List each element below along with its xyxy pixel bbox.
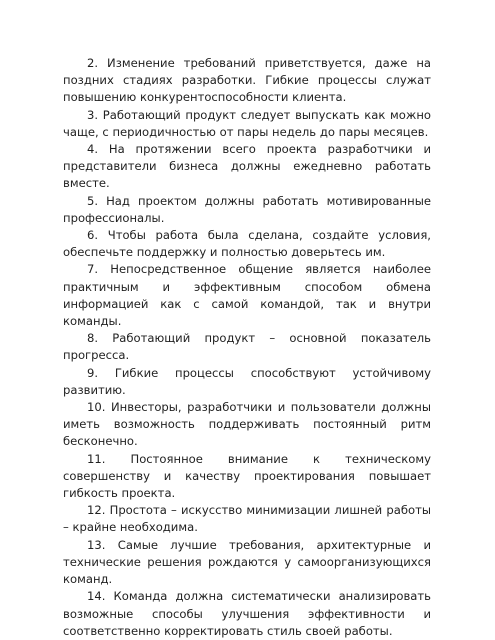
paragraph-principle-4: 4. На протяжении всего проекта разработчики и представители бизнеса должны ежедневно работать вместе.: [63, 142, 431, 191]
paragraph-principle-3: 3. Работающий продукт следует выпускать как можно чаще, с периодичностью от пары недель до пары месяцев.: [63, 107, 431, 139]
paragraph-principle-14: 14. Команда должна систематически анализировать возможные способы улучшения эффективности и соответственно корректировать стиль своей работы.: [63, 589, 431, 638]
paragraph-principle-7: 7. Непосредственное общение является наиболее практичным и эффективным способом обмена информацией как с самой командой, так и внутри команды.: [63, 262, 431, 329]
paragraph-principle-6: 6. Чтобы работа была сделана, создайте условия, обеспечьте поддержку и полностью доверьтесь им.: [63, 228, 431, 260]
paragraph-principle-2: 2. Изменение требований приветствуется, даже на поздних стадиях разработки. Гибкие процессы служат повышению конкурентоспособности клиента.: [63, 56, 431, 105]
paragraph-principle-8: 8. Работающий продукт – основной показатель прогресса.: [63, 331, 431, 363]
paragraph-principle-12: 12. Простота – искусство минимизации лишней работы – крайне необходима.: [63, 503, 431, 535]
paragraph-principle-13: 13. Самые лучшие требования, архитектурные и технические решения рождаются у самоорганизующихся команд.: [63, 537, 431, 587]
paragraph-principle-11: 11. Постоянное внимание к техническому совершенству и качеству проектирования повышает гибкость проекта.: [63, 451, 431, 501]
paragraph-principle-10: 10. Инвесторы, разработчики и пользователи должны иметь возможность поддерживать постоянный ритм бесконечно.: [63, 400, 431, 449]
paragraph-principle-9: 9. Гибкие процессы способствуют устойчивому развитию.: [63, 365, 431, 397]
paragraph-principle-5: 5. Над проектом должны работать мотивированные профессионалы.: [63, 193, 431, 225]
document-body: [63, 55, 431, 640]
